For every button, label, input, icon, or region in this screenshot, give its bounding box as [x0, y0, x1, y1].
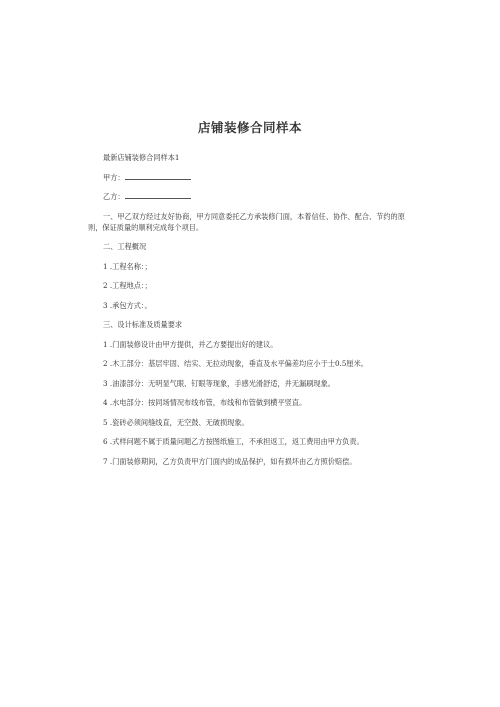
document-title: 店铺装修合同样本	[197, 120, 302, 135]
section-2-heading: 二、工程概况	[103, 242, 147, 251]
party-b-blank	[125, 191, 191, 199]
section-3-heading: 三、设计标准及质量要求	[103, 320, 183, 329]
requirement-item: 4 .水电部分：按同场情况布线布管，布线和布管做到横平竖直。	[103, 398, 307, 407]
overview-item: 2 .工程地点：；	[103, 281, 152, 290]
party-b-line	[88, 191, 414, 202]
party-a-blank	[125, 172, 191, 180]
party-a-line	[88, 172, 414, 183]
overview-item: 3 .承包方式：。	[103, 300, 152, 310]
intro-paragraph: 一、甲乙双方经过友好协商，甲方同意委托乙方承装修门面，本着信任、协作、配合、节约的原则，保证质量的顺利完成每个项目。	[88, 211, 405, 232]
requirement-item: 7 .门面装修期间，乙方负责甲方门面内的成品保护，如有损坏由乙方照价赔偿。	[103, 456, 357, 466]
requirement-item: 3 .油漆部分：无明显气眼、钉眼等现象，手感光滑舒适，并无漏刷现象。	[103, 378, 335, 388]
requirement-item: 5 .瓷砖必须间缝线直，无空鼓、无破损现象。	[103, 417, 249, 427]
requirement-item: 2 .木工部分：基层牢固、结实、无拉动现象，垂直及水平偏差均应小于士0.5厘米。	[103, 359, 368, 368]
document-body	[88, 152, 414, 475]
requirement-item: 6 .式样问题不属于质量问题乙方按图纸施工，不承担返工，返工费用由甲方负责。	[103, 437, 364, 446]
party-a-label: 甲方：	[103, 172, 125, 182]
party-b-label: 乙方：	[103, 192, 125, 201]
overview-item: 1 .工程名称：；	[103, 261, 152, 271]
requirement-item: 1 .门面装修设计由甲方提供，并乙方要提出好的建议。	[103, 339, 278, 349]
document-subtitle: 最新店铺装修合同样本1	[103, 153, 180, 162]
